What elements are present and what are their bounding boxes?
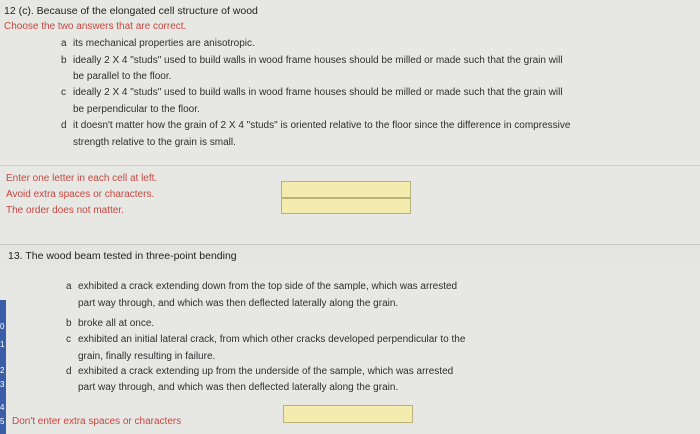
row-number: 0 — [0, 322, 5, 331]
option-text: ideally 2 X 4 "studs" used to build walls in wood frame houses should be milled or made such that the grain will — [73, 55, 563, 66]
q12-answer-cell-2[interactable] — [281, 198, 411, 214]
q13-title: 13. The wood beam tested in three-point bending — [8, 250, 237, 262]
q12-hint-no-extra: Avoid extra spaces or characters. — [6, 189, 155, 200]
option-letter: d — [61, 120, 67, 131]
row-number: 5 — [0, 417, 5, 426]
q13-option-c-cont: grain, finally resulting in failure. — [78, 351, 216, 362]
option-letter: d — [66, 366, 72, 377]
q12-option-d-cont: strength relative to the grain is small. — [73, 137, 236, 148]
option-letter: a — [61, 38, 67, 49]
q13-answer-cell[interactable] — [283, 405, 413, 423]
row-number: 1 — [0, 340, 5, 349]
row-number: 2 — [0, 366, 5, 375]
option-letter: c — [66, 334, 71, 345]
q12-option-b-cont: be parallel to the floor. — [73, 71, 172, 82]
option-letter: b — [66, 318, 72, 329]
q12-option-c — [61, 87, 563, 98]
q12-hint-one-letter: Enter one letter in each cell at left. — [6, 173, 158, 184]
q13-option-d — [66, 366, 453, 377]
row-number: 3 — [0, 380, 5, 389]
option-text: exhibited a crack extending up from the underside of the sample, which was arrested — [78, 366, 454, 377]
q12-option-b — [61, 55, 563, 66]
q13-option-c — [66, 334, 465, 345]
q12-answer-cell-1[interactable] — [281, 181, 411, 198]
option-text: exhibited a crack extending down from the top side of the sample, which was arrested — [78, 281, 458, 292]
q12-option-c-cont: be perpendicular to the floor. — [73, 104, 200, 115]
option-text: broke all at once. — [78, 318, 155, 329]
q13-option-a-cont: part way through, and which was then deflected laterally along the grain. — [78, 298, 399, 309]
option-letter: a — [66, 281, 72, 292]
q12-title: 12 (c). Because of the elongated cell structure of wood — [4, 5, 258, 17]
option-letter: b — [61, 55, 67, 66]
q13-option-a — [66, 281, 457, 292]
option-letter: c — [61, 87, 66, 98]
q13-title-bar — [0, 244, 700, 265]
q12-instruction: Choose the two answers that are correct. — [4, 21, 187, 32]
option-text: ideally 2 X 4 "studs" used to build walls in wood frame houses should be milled or made such that the grain will — [73, 87, 563, 98]
q12-option-d — [61, 120, 570, 131]
q12-hint-order: The order does not matter. — [6, 205, 124, 216]
q12-option-a — [61, 38, 255, 49]
q13-option-d-cont: part way through, and which was then deflected laterally along the grain. — [78, 382, 399, 393]
q13-hint: Don't enter extra spaces or characters — [12, 416, 182, 427]
q13-option-b — [66, 318, 154, 329]
divider — [0, 165, 700, 166]
option-text: its mechanical properties are anisotropic. — [73, 38, 255, 49]
row-number: 4 — [0, 403, 5, 412]
option-text: exhibited an initial lateral crack, from which other cracks developed perpendicular to the — [78, 334, 466, 345]
option-text: it doesn't matter how the grain of 2 X 4 "studs" is oriented relative to the floor since the difference in compressive — [73, 120, 571, 131]
